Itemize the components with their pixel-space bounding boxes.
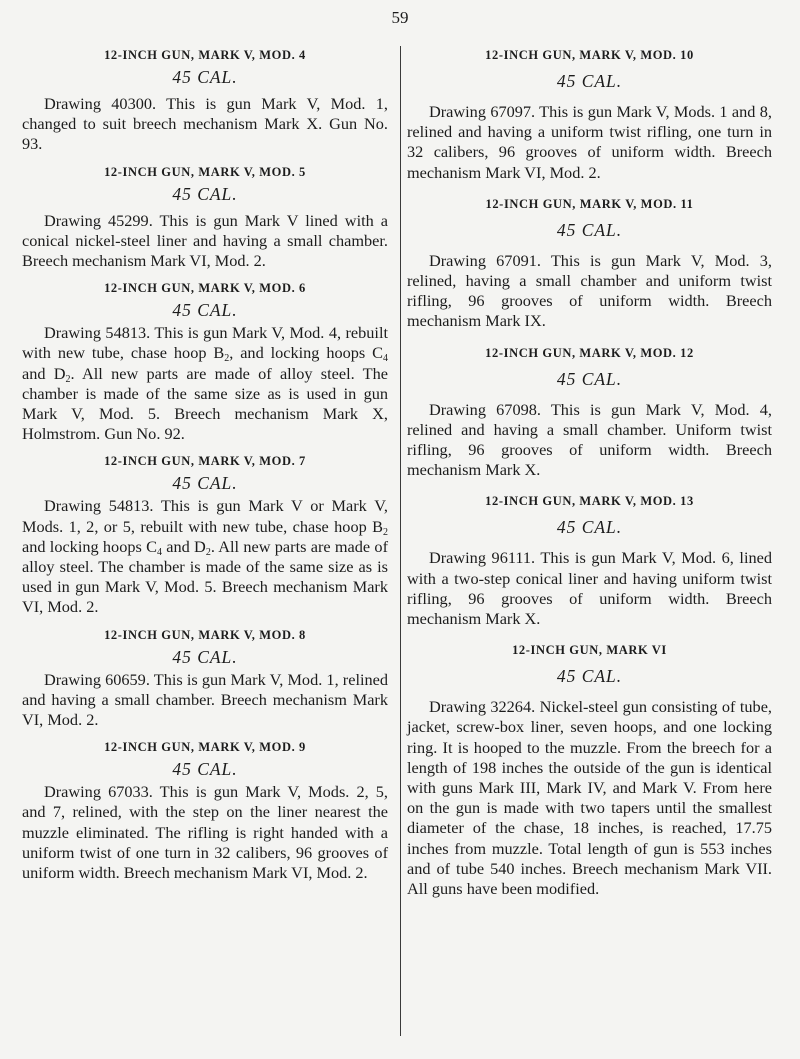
- page-number: 59: [391, 8, 409, 27]
- page-body: [0, 46, 800, 1046]
- text-segment: and locking hoops C: [22, 536, 157, 556]
- entry-mod-5: [22, 165, 388, 272]
- entry-heading: 12-INCH GUN, MARK V, MOD. 7: [104, 454, 306, 469]
- entry-heading: 12-INCH GUN, MARK V, MOD. 12: [485, 345, 694, 360]
- entry-text: Drawing 40300. This is gun Mark V, Mod. 1, changed to suit breech mechanism Mark X. Gun No. 93.: [22, 94, 388, 154]
- entry-text: Drawing 67098. This is gun Mark V, Mod. 4, relined and having a small chamber. Uniform twist rifling, 96 grooves of uniform width. Breech mechanism Mark X.: [407, 399, 772, 480]
- entry-caliber: 45 CAL.: [556, 71, 623, 91]
- entry-mod-8: [22, 628, 388, 731]
- entry-caliber: 45 CAL.: [556, 517, 623, 538]
- entry-mod-9: [22, 740, 388, 883]
- entry-caliber: 45 CAL.: [556, 666, 623, 687]
- entry-text: Drawing 60659. This is gun Mark V, Mod. 1, relined and having a small chamber. Breech mechanism Mark VI, Mod. 2.: [22, 669, 388, 730]
- entry-caliber: 45 CAL.: [172, 473, 238, 494]
- entry-caliber: 45 CAL.: [172, 67, 238, 87]
- entry-heading: 12-INCH GUN, MARK V, MOD. 11: [485, 196, 694, 211]
- entry-mod-6: [22, 281, 388, 444]
- text-segment: . All new parts are made of alloy steel. The chamber is made of the same size as is used in gun Mark V, Mod. 5. Breech mechanism Mark X, Holmstrom. Gun No. 92.: [22, 363, 388, 444]
- entry-heading: 12-INCH GUN, MARK V, MOD. 4: [104, 48, 306, 62]
- entry-caliber: 45 CAL.: [172, 183, 238, 204]
- text-segment: and D: [22, 363, 66, 383]
- entry-caliber: 45 CAL.: [172, 759, 238, 780]
- right-column: [407, 46, 772, 899]
- text-segment: Drawing 54813. This is gun Mark V, Mod. 4, rebuilt with new tube, chase hoop B: [22, 323, 388, 363]
- entry-mod-11: [407, 197, 772, 332]
- entry-text: Drawing 67097. This is gun Mark V, Mods. 1 and 8, relined and having a uniform twist rifling, one turn in 32 calibers, 96 grooves of uniform width. Breech mechanism Mark VI, Mod. 2.: [407, 102, 772, 182]
- entry-heading: 12-INCH GUN, MARK V, MOD. 6: [104, 281, 306, 296]
- entry-heading: 12-INCH GUN, MARK V, MOD. 10: [485, 48, 694, 62]
- left-column: [22, 46, 388, 883]
- entry-text: [22, 496, 388, 617]
- entry-mark-vi: [407, 643, 772, 899]
- entry-caliber: 45 CAL.: [172, 646, 238, 667]
- subscript: 2: [224, 353, 230, 365]
- entry-text: [22, 323, 388, 444]
- subscript: 2: [205, 546, 211, 558]
- entry-heading: 12-INCH GUN, MARK V, MOD. 13: [485, 494, 694, 509]
- entry-text: Drawing 32264. Nickel-steel gun consisting of tube, jacket, screw-box liner, seven hoops, and one locking ring. It is hooped to the muzzle. From the breech for a length of 198 inches the outside of the gun is identical with guns Mark III, Mark IV, and Mark V. From here on the gun is made with two tapers until the smallest diameter of the chase, 18 inches, is reached, 17.75 inches from muzzle. Total length of gun is 553 inches and of tube 540 inches. Breech mechanism Mark VII. All guns have been modified.: [407, 697, 772, 899]
- entry-mod-13: [407, 494, 772, 629]
- entry-mod-12: [407, 346, 772, 481]
- entry-text: Drawing 67091. This is gun Mark V, Mod. 3, relined, having a small chamber and uniform twist rifling, 96 grooves of uniform width. Breech mechanism Mark IX.: [407, 250, 772, 331]
- text-segment: Drawing 54813. This is gun Mark V or Mark V, Mods. 1, 2, or 5, rebuilt with new tube, chase hoop B: [22, 496, 388, 536]
- subscript: 2: [383, 526, 388, 538]
- entry-heading: 12-INCH GUN, MARK V, MOD. 9: [104, 740, 306, 755]
- text-segment: and D: [161, 536, 206, 556]
- text-segment: . All new parts are made of alloy steel. The chamber is made of the same size as is used in gun Mark V, Mod. 5. Breech mechanism Mark VI, Mod. 2.: [22, 536, 388, 617]
- entry-caliber: 45 CAL.: [172, 300, 238, 321]
- entry-heading: 12-INCH GUN, MARK V, MOD. 5: [104, 164, 306, 179]
- entry-text: Drawing 96111. This is gun Mark V, Mod. 6, lined with a two-step conical liner and having uniform twist rifling, 96 grooves of uniform width. Breech mechanism Mark X.: [407, 548, 772, 629]
- entry-heading: 12-INCH GUN, MARK V, MOD. 8: [104, 627, 306, 642]
- entry-caliber: 45 CAL.: [556, 368, 623, 389]
- entry-heading: 12-INCH GUN, MARK VI: [512, 643, 667, 658]
- text-segment: , and locking hoops C: [229, 343, 383, 363]
- entry-mod-10: [407, 48, 772, 183]
- subscript: 4: [383, 353, 388, 365]
- entry-mod-7: [22, 454, 388, 617]
- entry-text: Drawing 45299. This is gun Mark V lined with a conical nickel-steel liner and having a small chamber. Breech mechanism Mark VI, Mod. 2.: [22, 210, 388, 271]
- subscript: 4: [156, 546, 162, 558]
- subscript: 2: [65, 373, 71, 385]
- entry-text: Drawing 67033. This is gun Mark V, Mods. 2, 5, and 7, relined, with the step on the liner nearest the muzzle eliminated. The rifling is right handed with a uniform twist of one turn in 32 calibers, 96 grooves of uniform width. Breech mechanism Mark VI, Mod. 2.: [22, 782, 388, 883]
- entry-caliber: 45 CAL.: [556, 219, 623, 240]
- entry-mod-4: [22, 48, 388, 155]
